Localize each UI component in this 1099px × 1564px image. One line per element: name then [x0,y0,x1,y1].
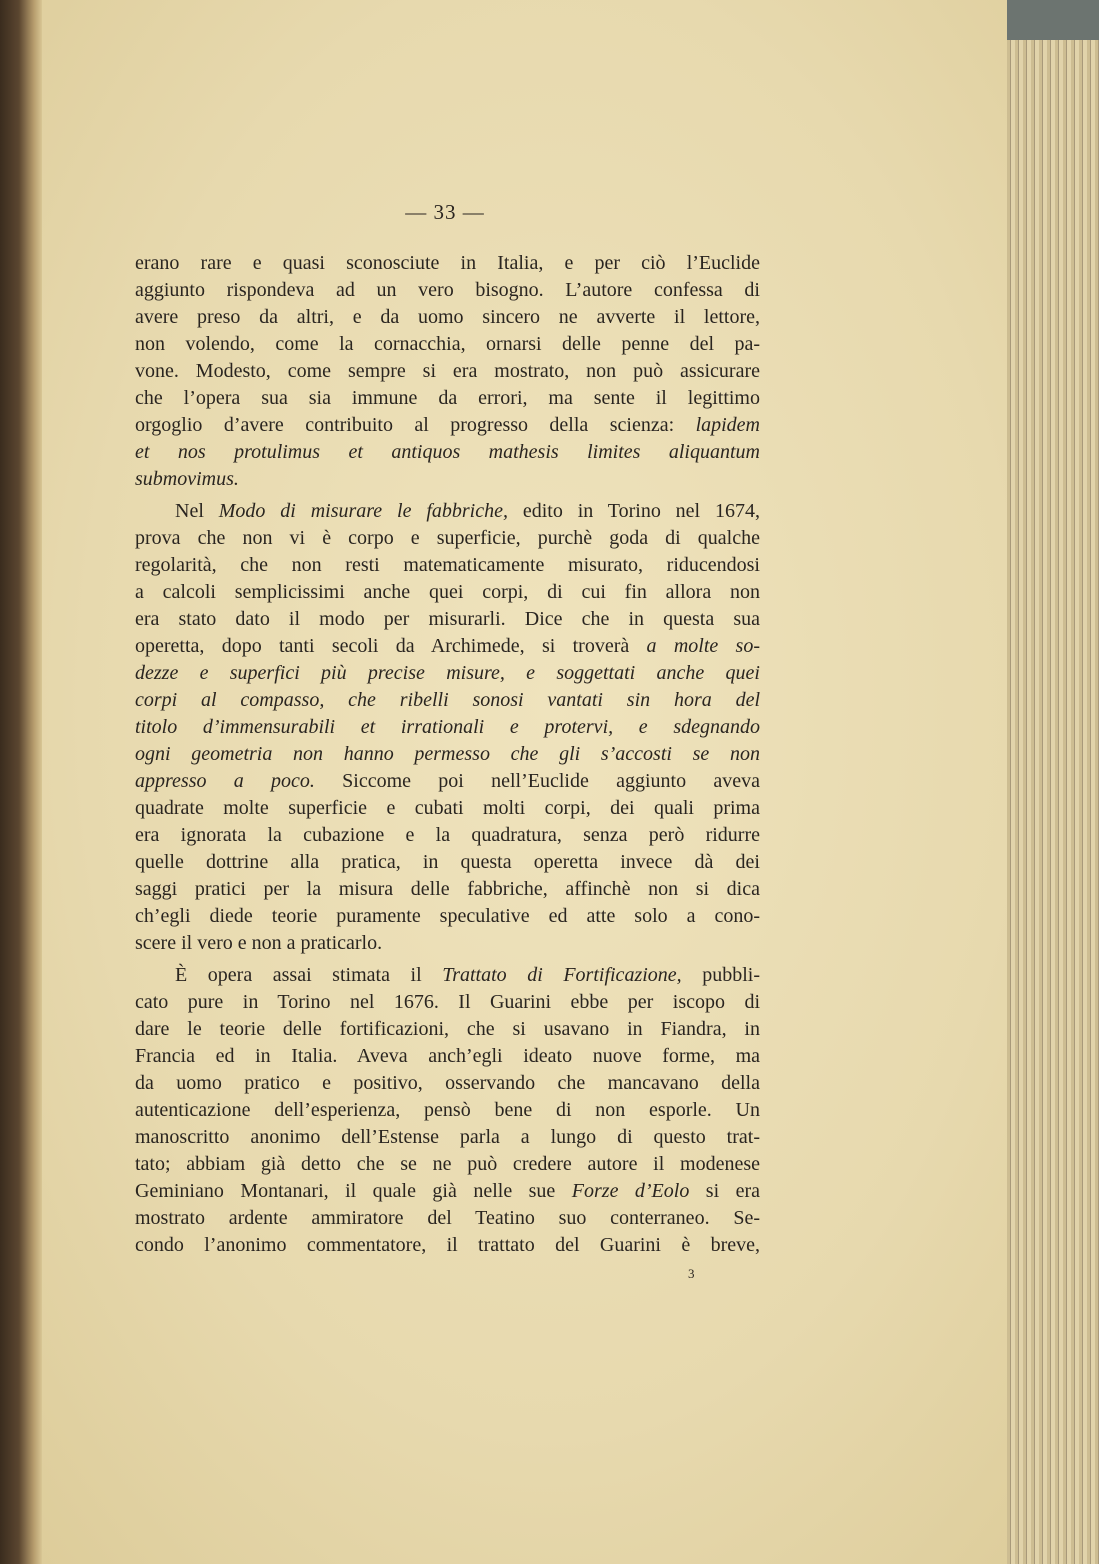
text-line [135,1070,760,1097]
text-line [135,1151,760,1178]
signature-mark: 3 [688,1266,695,1281]
book-binding [0,0,42,1564]
italic-text: Forze d’Eolo [571,1180,690,1202]
text-line [135,525,760,552]
italic-text: submovimus. [135,468,239,490]
text-line [135,1097,760,1124]
text-segment: mostrato ardente ammiratore del Teatino suo conterraneo. Se- [135,1207,760,1229]
text-segment: pubbli- [681,964,760,986]
text-segment: quelle dottrine alla pratica, in questa operetta invece dà dei [135,851,760,873]
text-line [135,687,760,714]
text-line [135,930,760,957]
text-line [135,358,760,385]
text-segment: quadrate molte superficie e cubati molti corpi, dei quali prima [135,797,760,819]
text-segment: È opera assai stimata il [175,964,443,986]
text-segment: a calcoli semplicissimi anche quei corpi, di cui fin allora non [135,581,760,603]
text-segment: manoscritto anonimo dell’Estense parla a lungo di questo trat- [135,1126,760,1148]
italic-text: a molte so- [646,635,760,657]
text-segment: scere il vero e non a praticarlo. [135,932,383,954]
text-segment: autenticazione dell’esperienza, pensò bene di non esporle. Un [135,1099,760,1121]
text-segment: si era [689,1180,761,1202]
text-line [135,439,760,466]
text-segment: era stato dato il modo per misurarli. Dice che in questa sua [135,608,760,630]
text-segment: orgoglio d’avere contribuito al progresso della scienza: [135,414,696,436]
italic-text: titolo d’immensurabili et irrationali e protervi, e sdegnando [135,716,760,738]
text-line [135,277,760,304]
text-segment: non volendo, come la cornacchia, ornarsi delle penne del pa- [135,333,760,355]
text-line [135,1178,760,1205]
text-segment: vone. Modesto, come sempre si era mostrato, non può assicurare [135,360,760,382]
text-line [135,795,760,822]
text-line [135,466,760,493]
text-segment: Francia ed in Italia. Aveva anch’egli ideato nuove forme, ma [135,1045,760,1067]
text-segment: era ignorata la cubazione e la quadratura, senza però ridurre [135,824,760,846]
text-segment: operetta, dopo tanti secoli da Archimede, si troverà [135,635,647,657]
text-line [135,250,760,277]
italic-text: lapidem [695,414,760,436]
text-line [135,876,760,903]
text-segment: da uomo pratico e positivo, osservando che mancavano della [135,1072,760,1094]
text-segment: Nel [175,500,219,522]
text-segment: Siccome poi nell’Euclide aggiunto aveva [314,770,760,792]
body-text [135,250,760,1259]
text-line [135,849,760,876]
text-segment: saggi pratici per la misura delle fabbriche, affinchè non si dica [135,878,760,900]
italic-text: ogni geometria non hanno permesso che gli s’accosti se non [135,743,760,765]
text-segment: che l’opera sua sia immune da errori, ma sente il legittimo [135,387,760,409]
text-line [135,822,760,849]
text-line [135,412,760,439]
italic-text: corpi al compasso, che ribelli sonosi vantati sin hora del [135,689,760,711]
text-line [135,331,760,358]
page-number: — 33 — [405,200,485,224]
text-line [135,1016,760,1043]
text-segment: regolarità, che non resti matematicamente misurato, riducendosi [135,554,760,576]
text-line [135,579,760,606]
text-line [135,498,760,525]
text-line [135,1205,760,1232]
text-segment: avere preso da altri, e da uomo sincero ne avverte il lettore, [135,306,760,328]
italic-text: Modo di misurare le fabbriche, [218,500,508,522]
text-segment: prova che non vi è corpo e superficie, purchè goda di qualche [135,527,760,549]
text-segment: condo l’anonimo commentatore, il trattato del Guarini è breve, [135,1234,760,1256]
text-line [135,903,760,930]
text-line [135,385,760,412]
text-line [135,768,760,795]
text-segment: edito in Torino nel 1674, [508,500,760,522]
text-line [135,1232,760,1259]
italic-text: et nos protulimus et antiquos mathesis limites aliquantum [135,441,760,463]
text-line [135,962,760,989]
text-segment: ch’egli diede teorie puramente speculative ed atte solo a cono- [135,905,760,927]
text-segment: cato pure in Torino nel 1676. Il Guarini ebbe per iscopo di [135,991,760,1013]
text-line [135,714,760,741]
text-line [135,660,760,687]
text-line [135,633,760,660]
text-segment: tato; abbiam già detto che se ne può credere autore il modenese [135,1153,760,1175]
text-line [135,552,760,579]
italic-text: Trattato di Fortificazione, [442,964,682,986]
text-segment: aggiunto rispondeva ad un vero bisogno. L’autore confessa di [135,279,760,301]
page-edges [1007,40,1099,1564]
italic-text: appresso a poco. [135,770,315,792]
text-line [135,989,760,1016]
text-segment: Geminiano Montanari, il quale già nelle sue [135,1180,572,1202]
text-line [135,304,760,331]
text-line [135,1043,760,1070]
text-line [135,1124,760,1151]
text-segment: erano rare e quasi sconosciute in Italia, e per ciò l’Euclide [135,252,760,274]
text-line [135,741,760,768]
italic-text: dezze e superfici più precise misure, e soggettati anche quei [135,662,760,684]
text-line [135,606,760,633]
text-segment: dare le teorie delle fortificazioni, che si usavano in Fiandra, in [135,1018,760,1040]
